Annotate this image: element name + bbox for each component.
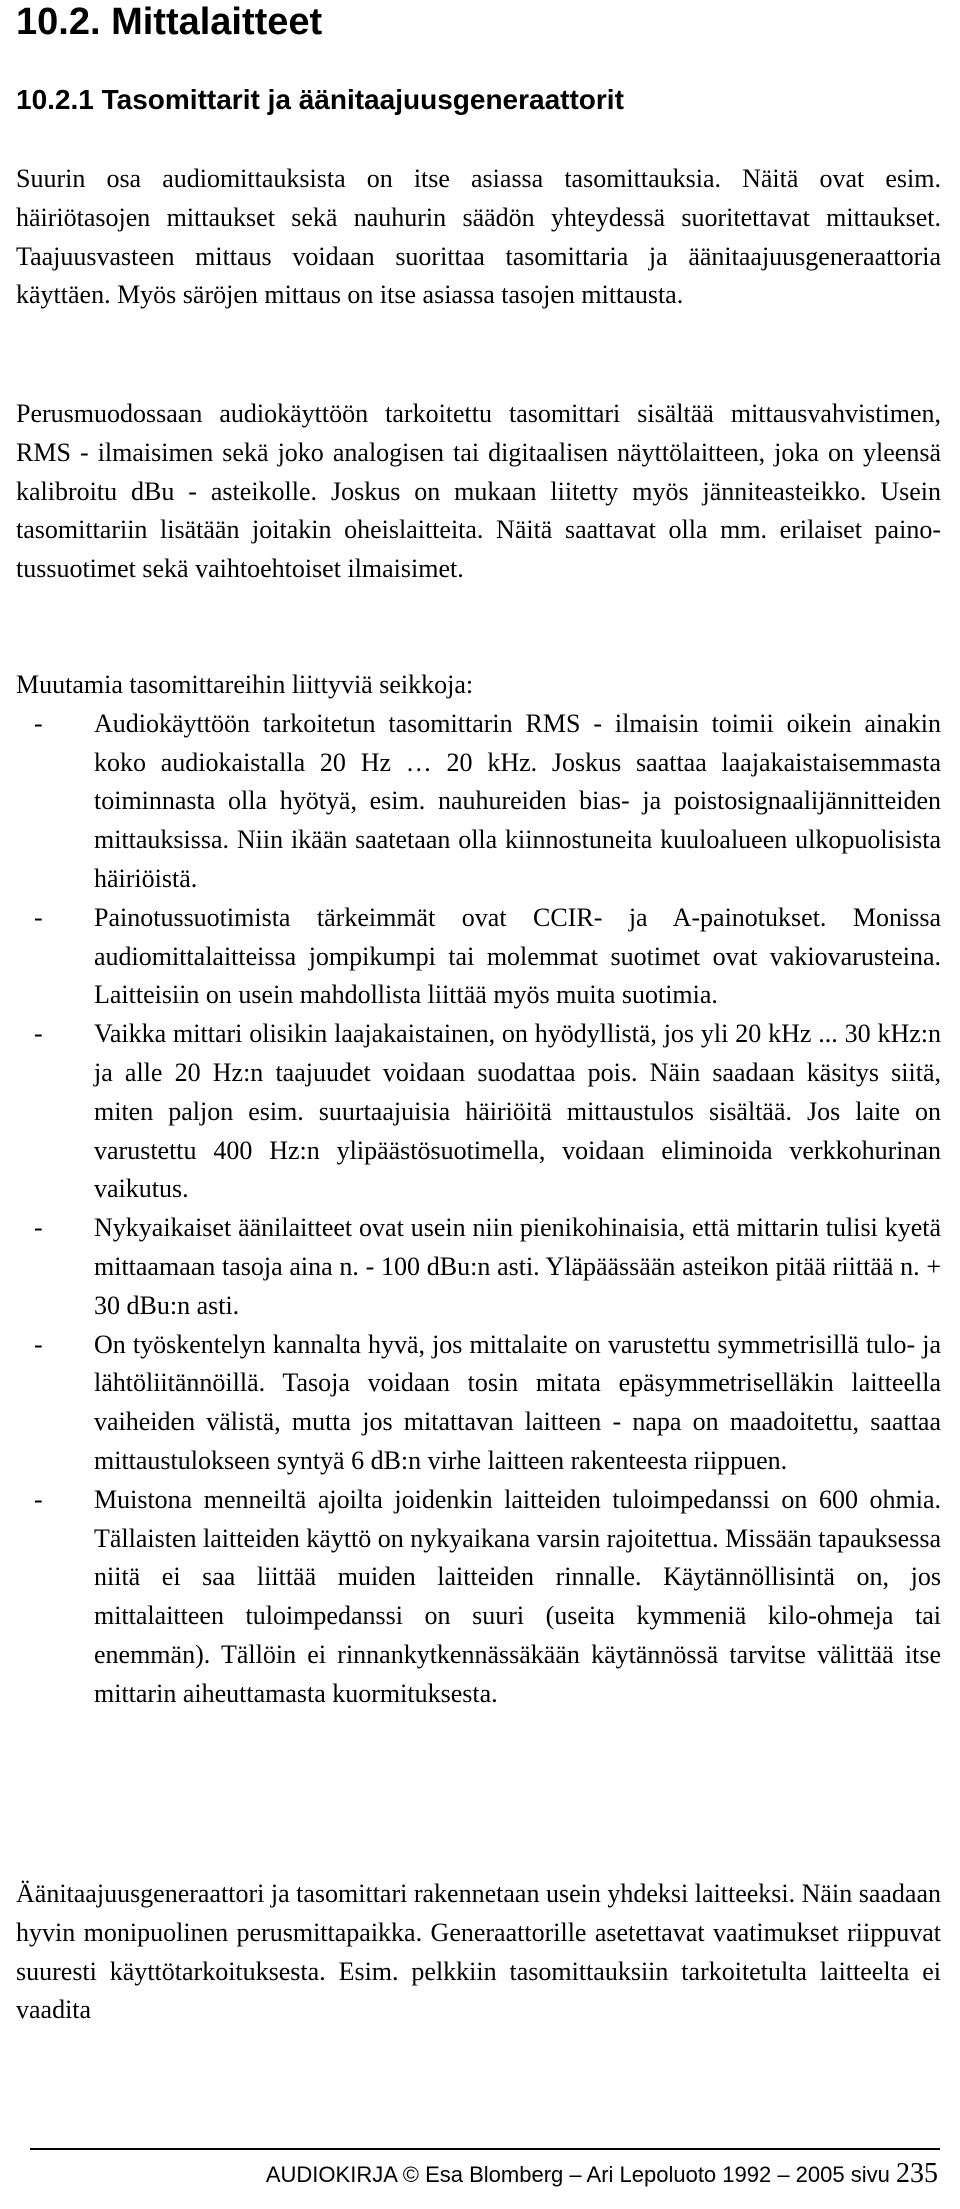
feature-list [16,705,941,1714]
list-dash: - [34,1484,43,1514]
list-dash: - [34,708,43,738]
list-dash: - [34,1213,43,1243]
list-item [16,1326,941,1481]
paragraph-generator: Äänitaajuusgeneraattori ja tasomittari rakennetaan usein yhdeksi laitteeksi. Näin saadaan hyvin monipuolinen perusmittapaikka. Generaattorille asetettavat vaatimukset riippuvat suuresti käyttötarkoituksesta. Esim. pelkkiin tasomittauksiin tarkoitetulta laitteelta ei vaadita [16,1879,941,2025]
paragraph-level-meter: Perusmuodossaan audiokäyttöön tarkoitettu tasomittari sisältää mittausvahvistimen, RMS - ilmaisimen sekä joko analogisen tai digitaalisen näyttölaitteen, joka on yleensä kalibroitu dBu - asteikolle. Joskus on mukaan liitetty myös jänniteasteikko. Usein tasomittariin lisätään joitakin oheislaitteita. Näitä saattavat olla mm. erilaiset painotussuotimet sekä vaihtoehtoiset ilmaisimet. [16,399,941,584]
list-item [16,899,941,1015]
paragraph-intro: Suurin osa audiomittauksista on itse asiassa tasomittauksia. Näitä ovat esim. häiriötasojen mittaukset sekä nauhurin säädön yhteydessä suoritettavat mittaukset. Taajuusvasteen mittaus voidaan suorittaa tasomittaria ja äänitaajuusgeneraattoria käyttäen. Myös säröjen mittaus on itse asiassa tasojen mittausta. [16,164,941,310]
list-item-text: Nykyaikaiset äänilaitteet ovat usein niin pienikohinaisia, että mittarin tulisi kyetä mittaamaan tasoja aina n. - 100 dBu:n asti. Yläpäässään asteikon pitää riittää n. + 30 dBu:n asti. [94,1213,941,1320]
list-dash: - [34,1019,43,1049]
list-item [16,1209,941,1325]
list-item-text: Audiokäyttöön tarkoitetun tasomittarin RMS - ilmaisin toimii oikein ainakin koko audiokaistalla 20 Hz … 20 kHz. Joskus saattaa laajakaistaisemmasta toiminnasta olla hyötyä, esim. nauhureiden bias- ja poistosignaalijännitteiden mittauksissa. Niin ikään saatetaan olla kiinnostuneita kuuloalueen ulkopuolisista häiriöistä. [94,708,941,893]
list-item [16,1015,941,1209]
list-item [16,705,941,899]
list-item-text: Muistona menneiltä ajoilta joidenkin laitteiden tuloimpedanssi on 600 ohmia. Tällaisten laitteiden käyttö on nykyaikana varsin rajoitettua. Missään tapauksessa niitä ei saa liittää muiden laitteiden rinnalle. Käytännöllisintä on, jos mittalaitteen tuloimpedanssi on suuri (useita kymmeniä kilo-ohmeja tai enemmän). Tällöin ei rinnankytkennässäkään käytännössä tarvitse välittää itse mittarin aiheuttamasta kuormituksesta. [94,1484,941,1708]
footer-divider [30,2148,940,2150]
list-dash: - [34,1329,43,1359]
page-number: 235 [896,2158,938,2189]
list-item-text: Painotussuotimista tärkeimmät ovat CCIR- ja A-painotukset. Monissa audiomittalaitteissa jompikumpi tai molemmat suotimet ovat vakiovarusteina. Laitteisiin on usein mahdollista liittää myös muita suotimia. [94,902,941,1010]
list-dash: - [34,902,43,932]
features-section [16,666,941,1714]
list-item [16,1481,941,1714]
list-intro: Muutamia tasomittareihin liittyviä seikkoja: [16,670,474,699]
footer-text: AUDIOKIRJA © Esa Blomberg – Ari Lepoluoto 1992 – 2005 sivu [265,2162,890,2187]
subsection-heading: 10.2.1 Tasomittarit ja äänitaajuusgeneraattorit [16,84,624,115]
section-heading: 10.2. Mittalaitteet [16,1,323,43]
list-item-text: On työskentelyn kannalta hyvä, jos mittalaite on varustettu symmetrisillä tulo- ja lähtöliitännöillä. Tasoja voidaan tosin mitata epäsymmetriselläkin laitteella vaiheiden välistä, mutta jos mitattavan laitteen - napa on maadoitettu, saattaa mittaustulokseen syntyä 6 dB:n virhe laitteen rakenteesta riippuen. [94,1329,941,1475]
page-footer [266,2158,938,2190]
list-item-text: Vaikka mittari olisikin laajakaistainen, on hyödyllistä, jos yli 20 kHz ... 30 kHz:n ja alle 20 Hz:n taajuudet voidaan suodattaa pois. Näin saadaan käsitys siitä, miten paljon esim. suurtaajuisia häiriöitä mittaustulos sisältää. Jos laite on varustettu 400 Hz:n ylipäästösuotimella, voidaan eliminoida verkkohurinan vaikutus. [94,1019,941,1204]
